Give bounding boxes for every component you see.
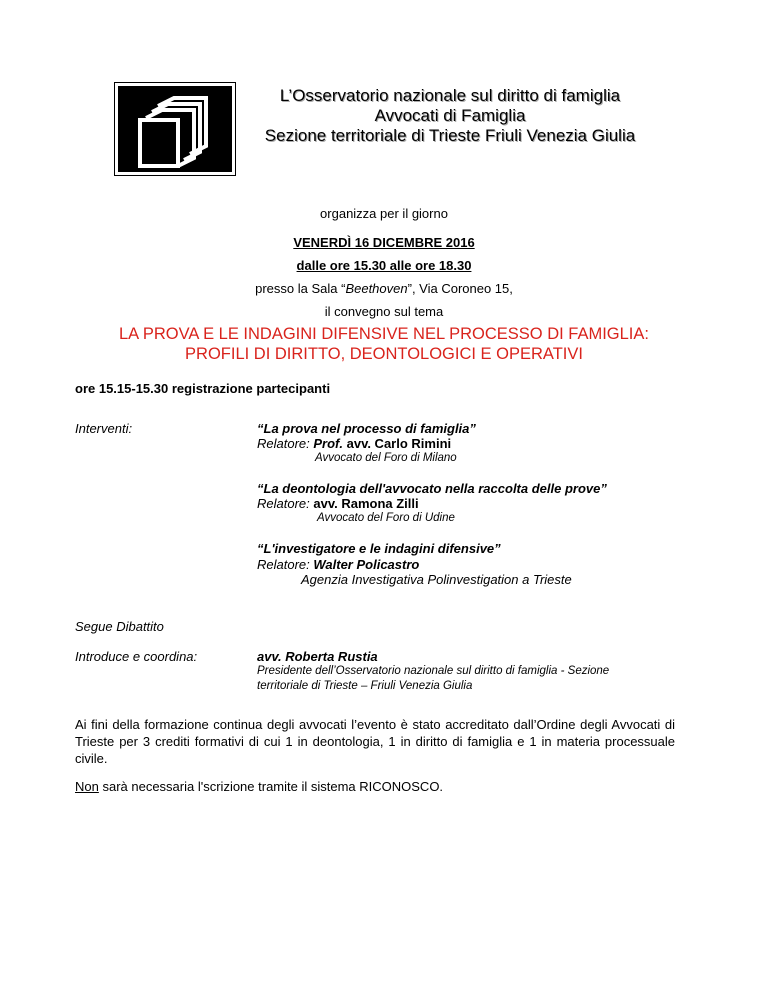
registration-note [75, 779, 443, 794]
conference-title-line2: PROFILI DI DIRITTO, DEONTOLOGICI E OPERATIVI [185, 345, 583, 363]
venue-name: Beethoven [345, 281, 408, 296]
logo [114, 82, 236, 176]
topic-intro: il convegno sul tema [324, 304, 444, 319]
speaker-affiliation: Avvocato del Foro di Udine [317, 512, 455, 524]
speaker-name: Walter Policastro [313, 556, 420, 572]
note-text: sarà necessaria l'scrizione tramite il sistema RICONOSCO. [98, 779, 444, 794]
org-subtitle: Avvocati di Famiglia [374, 106, 526, 125]
speaker-prefix: Prof. [313, 436, 343, 451]
registration-time: ore 15.15-15.30 registrazione partecipanti [75, 381, 331, 396]
talk-3 [257, 541, 572, 588]
event-date: VENERDÌ 16 DICEMBRE 2016 [293, 235, 475, 250]
relatore-label: Relatore: [257, 436, 314, 451]
talk-title: “La prova nel processo di famiglia” [257, 421, 476, 436]
event-time: dalle ore 15.30 alle ore 18.30 [296, 258, 472, 273]
moderator-block [257, 649, 609, 694]
venue-prefix: presso la Sala “ [255, 281, 346, 296]
event-venue [0, 281, 768, 296]
talk-title: “La deontologia dell'avvocato nella raccolta delle prove” [257, 481, 607, 496]
debate-note: Segue Dibattito [75, 619, 164, 634]
relatore-label: Relatore: [257, 496, 314, 511]
interventi-label: Interventi: [75, 421, 133, 436]
speaker-affiliation: Agenzia Investigativa Polinvestigation a Trieste [301, 572, 572, 587]
talk-speaker-line [257, 557, 572, 573]
moderator-label: Introduce e coordina: [75, 649, 198, 664]
moderator-role-line2: territoriale di Trieste – Friuli Venezia Giulia [257, 680, 473, 692]
conference-title [0, 324, 768, 364]
talk-speaker-line [257, 436, 476, 451]
speaker-name: avv. Carlo Rimini [343, 436, 452, 451]
talk-1 [257, 421, 476, 466]
org-section: Sezione territoriale di Trieste Friuli Venezia Giulia [264, 126, 636, 145]
moderator-name: avv. Roberta Rustia [257, 649, 378, 664]
organizes-text: organizza per il giorno [320, 206, 448, 221]
books-logo-icon [118, 86, 232, 172]
speaker-affiliation: Avvocato del Foro di Milano [315, 452, 457, 464]
talk-speaker-line [257, 496, 607, 511]
conference-title-line1: LA PROVA E LE INDAGINI DIFENSIVE NEL PROCESSO DI FAMIGLIA: [119, 325, 649, 343]
org-header [230, 86, 670, 146]
talk-2 [257, 481, 607, 526]
note-negation: Non [75, 779, 99, 794]
relatore-label: Relatore: [257, 556, 314, 572]
venue-address: ”, Via Coroneo 15, [407, 281, 513, 296]
org-name: L’Osservatorio nazionale sul diritto di famiglia [279, 86, 621, 105]
speaker-name: avv. Ramona Zilli [313, 496, 419, 511]
moderator-role-line1: Presidente dell’Osservatorio nazionale sul diritto di famiglia - Sezione [257, 665, 610, 677]
credits-paragraph: Ai fini della formazione continua degli avvocati l’evento è stato accreditato dall’Ordine degli Avvocati di Trieste per 3 crediti formativi di cui 1 in deontologia, 1 in diritto di famiglia e 1 in materia processuale civile. [75, 717, 675, 766]
talk-title: “L'investigatore e le indagini difensive” [257, 541, 501, 556]
